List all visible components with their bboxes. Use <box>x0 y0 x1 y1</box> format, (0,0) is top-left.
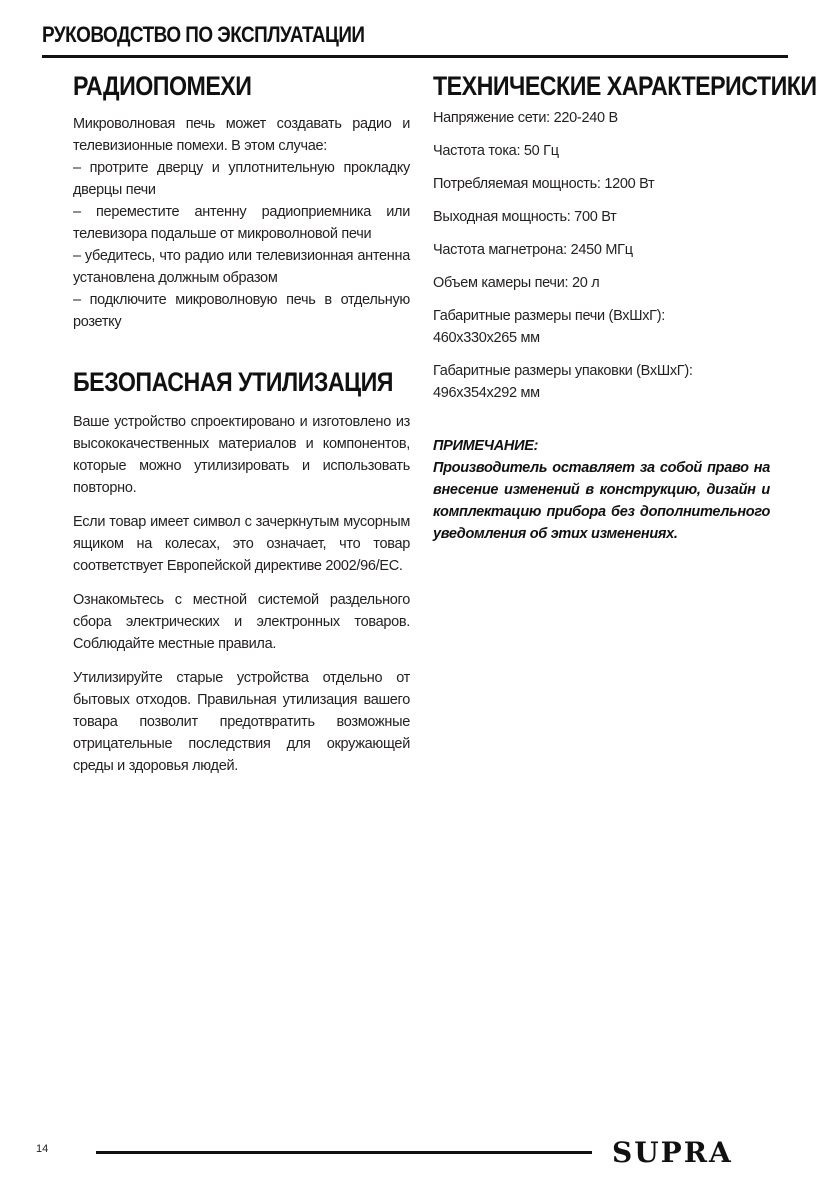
spec-item <box>433 107 770 129</box>
spec-item <box>433 305 770 349</box>
spec-label: Частота тока: 50 Гц <box>433 143 559 159</box>
specifications-list <box>433 107 770 404</box>
page-number: 14 <box>36 1143 49 1155</box>
brand-logo: SUPRA <box>612 1136 733 1169</box>
spec-value: 460x330x265 мм <box>433 330 540 346</box>
page-header-title: РУКОВОДСТВО ПО ЭКСПЛУАТАЦИИ <box>42 22 365 47</box>
radio-item: – переместите антенну радиоприемника или телевизора подальше от микроволновой печи <box>73 204 410 242</box>
disposal-paragraph: Утилизируйте старые устройства отдельно от бытовых отходов. Правильная утилизация вашего товара позволит предотвратить возможные отрицательные последствия для окружающей среды и здоровья людей. <box>73 670 410 774</box>
note-text: Производитель оставляет за собой право на внесение изменений в конструкцию, дизайн и комплектацию прибора без дополнительного уведомления об этих изменениях. <box>433 460 770 542</box>
radio-interference-heading: РАДИОПОМЕХИ <box>73 71 252 101</box>
radio-intro: Микроволновая печь может создавать радио и телевизионные помехи. В этом случае: <box>73 116 410 154</box>
radio-item: – подключите микроволновую печь в отдельную розетку <box>73 292 410 330</box>
note-title: ПРИМЕЧАНИЕ: <box>433 438 539 454</box>
spec-item <box>433 173 770 195</box>
specifications-heading: ТЕХНИЧЕСКИЕ ХАРАКТЕРИСТИКИ <box>433 71 817 101</box>
footer-divider <box>96 1151 592 1154</box>
disposal-paragraph: Ваше устройство спроектировано и изготовлено из высококачественных материалов и компонентов, которые можно утилизировать и использовать повторно. <box>73 414 410 496</box>
safe-disposal-heading: БЕЗОПАСНАЯ УТИЛИЗАЦИЯ <box>73 367 393 397</box>
disposal-paragraph: Если товар имеет символ с зачеркнутым мусорным ящиком на колесах, это означает, что товар соответствует Европейской директиве 2002/96/ЕС. <box>73 514 410 574</box>
spec-label: Напряжение сети: 220-240 В <box>433 110 618 126</box>
disposal-paragraph: Ознакомьтесь с местной системой раздельного сбора электрических и электронных товаров. Соблюдайте местные правила. <box>73 592 410 652</box>
radio-item: – убедитесь, что радио или телевизионная антенна установлена должным образом <box>73 248 410 286</box>
spec-label: Объем камеры печи: 20 л <box>433 275 600 291</box>
spec-label: Выходная мощность: 700 Вт <box>433 209 617 225</box>
spec-item <box>433 272 770 294</box>
spec-item <box>433 360 770 404</box>
spec-label: Потребляемая мощность: 1200 Вт <box>433 176 655 192</box>
spec-item <box>433 239 770 261</box>
spec-item <box>433 140 770 162</box>
spec-label: Габаритные размеры печи (ВхШхГ): <box>433 308 665 324</box>
right-column <box>433 70 817 545</box>
note-block <box>433 435 770 545</box>
spec-item <box>433 206 770 228</box>
spec-label: Габаритные размеры упаковки (ВхШхГ): <box>433 363 693 379</box>
spec-label: Частота магнетрона: 2450 МГц <box>433 242 633 258</box>
radio-item: – протрите дверцу и уплотнительную прокладку дверцы печи <box>73 160 410 198</box>
left-column <box>73 70 410 789</box>
header-divider <box>42 55 788 58</box>
spec-value: 496x354x292 мм <box>433 385 540 401</box>
